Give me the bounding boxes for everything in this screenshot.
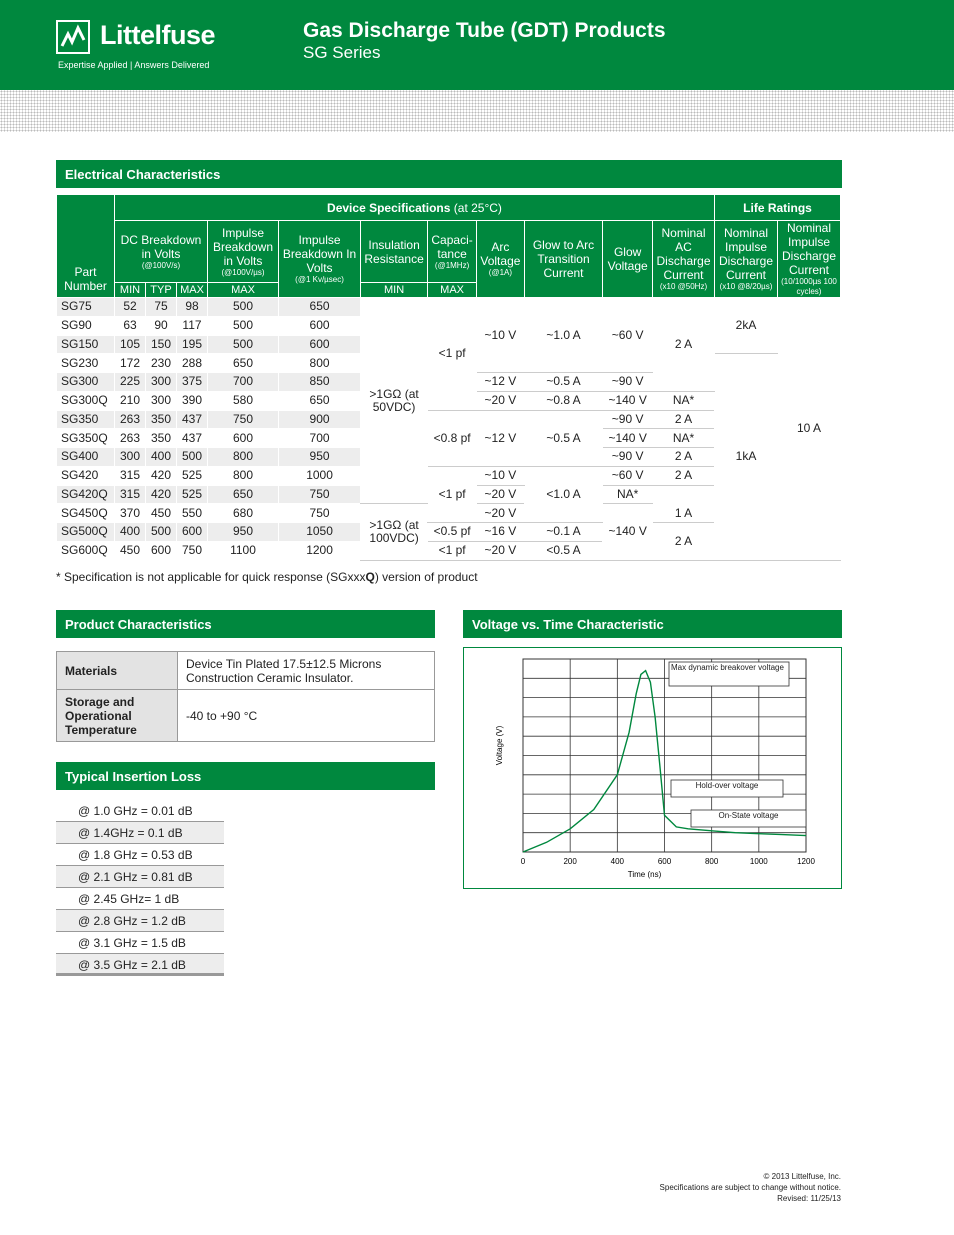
- col-dc-breakdown: [115, 221, 208, 283]
- spec-cell: 850: [279, 373, 361, 392]
- spec-cell: 450: [115, 541, 146, 560]
- part-number-cell: SG500Q: [57, 523, 115, 542]
- spec-cell: 580: [208, 391, 279, 410]
- x-tick-label: 200: [563, 857, 577, 866]
- col-ac-note: (x10 @50Hz): [659, 282, 708, 291]
- footer-copyright: © 2013 Littelfuse, Inc.: [763, 1172, 841, 1181]
- arc-merged-cell: ~12 V: [477, 373, 525, 392]
- spec-cell: 437: [177, 429, 208, 448]
- footnote-bold: Q: [365, 570, 375, 584]
- gat-merged-cell: ~0.5 A: [524, 410, 603, 466]
- y-axis-label: Voltage (V): [495, 725, 504, 766]
- spec-cell: 450: [146, 504, 177, 523]
- spec-cell: 950: [208, 523, 279, 542]
- arc-merged-cell: ~10 V: [477, 466, 525, 485]
- x-axis-label: Time (ns): [627, 870, 662, 879]
- spec-cell: 500: [146, 523, 177, 542]
- part-number-cell: SG300Q: [57, 391, 115, 410]
- spec-cell: 1200: [279, 541, 361, 560]
- part-number-cell: SG420: [57, 466, 115, 485]
- ac-merged-cell: NA*: [653, 391, 715, 410]
- spec-cell: 105: [115, 335, 146, 354]
- part-number-cell: SG450Q: [57, 504, 115, 523]
- insertion-loss-item: @ 1.0 GHz = 0.01 dB: [56, 800, 224, 822]
- ac-merged-cell: 2 A: [653, 523, 715, 561]
- ins-merged-cell: >1GΩ (at 50VDC): [361, 298, 428, 504]
- cap-merged-cell: <0.5 pf: [428, 523, 477, 542]
- annotation: [693, 811, 804, 826]
- spec-cell: 600: [279, 316, 361, 335]
- part-number-cell: SG300: [57, 373, 115, 392]
- ac-merged-cell: 2 A: [653, 410, 715, 429]
- spec-cell: 263: [115, 429, 146, 448]
- col-glow-voltage: Glow Voltage: [603, 221, 653, 298]
- arc-merged-cell: ~20 V: [477, 391, 525, 410]
- footnote-post: ) version of product: [374, 570, 478, 584]
- page-subtitle: SG Series: [303, 43, 381, 62]
- insertion-loss-item: @ 3.5 GHz = 2.1 dB: [56, 954, 224, 976]
- group-life-ratings: Life Ratings: [715, 195, 841, 221]
- spec-cell: 800: [279, 354, 361, 373]
- col-insulation: Insulation Resistance: [361, 221, 428, 283]
- footer-revised: Revised: 11/25/13: [777, 1194, 841, 1203]
- arc-merged-cell: ~10 V: [477, 298, 525, 373]
- annotation: [673, 781, 781, 796]
- page-header: [0, 0, 954, 90]
- littelfuse-logo-icon: [56, 20, 90, 54]
- x-tick-label: 800: [704, 857, 719, 866]
- arc-merged-cell: ~12 V: [477, 410, 525, 466]
- product-characteristics-table: [56, 651, 435, 742]
- col-cap-note: (@1MHz): [434, 260, 470, 270]
- insertion-section-title: Typical Insertion Loss: [56, 762, 435, 790]
- id-merged-cell: 10 A: [778, 298, 841, 561]
- x-tick-label: 0: [520, 857, 526, 866]
- electrical-characteristics-table: [56, 194, 841, 561]
- spec-cell: 600: [208, 429, 279, 448]
- insertion-loss-item: @ 3.1 GHz = 1.5 dB: [56, 932, 224, 954]
- spec-cell: 800: [208, 466, 279, 485]
- spec-cell: 230: [146, 354, 177, 373]
- sub-max: MAX: [428, 283, 477, 298]
- sub-typ: TYP: [146, 283, 177, 298]
- col-dc-label: DC Breakdown in Volts: [120, 232, 202, 261]
- part-number-cell: SG420Q: [57, 485, 115, 504]
- gat-merged-cell: ~0.1 A: [524, 523, 603, 542]
- spec-cell: 650: [279, 298, 361, 317]
- glow-merged-cell: ~140 V: [603, 391, 653, 410]
- part-number-cell: SG400: [57, 448, 115, 467]
- arc-merged-cell: ~16 V: [477, 523, 525, 542]
- spec-cell: 195: [177, 335, 208, 354]
- part-number-cell: SG75: [57, 298, 115, 317]
- part-number-cell: SG350: [57, 410, 115, 429]
- voltage-time-chart: [464, 648, 841, 888]
- spec-cell: 950: [279, 448, 361, 467]
- materials-line1: Device Tin Plated 17.5±12.5 Microns: [186, 656, 382, 671]
- product-section-title: Product Characteristics: [56, 610, 435, 638]
- col-arc-label: Arc Voltage: [480, 240, 521, 268]
- glow-merged-cell: ~140 V: [603, 429, 653, 448]
- page-title: Gas Discharge Tube (GDT) Products: [303, 19, 666, 42]
- part-number-cell: SG150: [57, 335, 115, 354]
- electrical-table-body: [57, 298, 841, 561]
- ac-merged-cell: 2 A: [653, 448, 715, 467]
- footer-notice: Specifications are subject to change without notice.: [659, 1183, 841, 1192]
- spec-cell: 98: [177, 298, 208, 317]
- spec-cell: 525: [177, 485, 208, 504]
- arc-merged-cell: ~20 V: [477, 485, 525, 504]
- spec-cell: 63: [115, 316, 146, 335]
- col-ac-label: Nominal AC Discharge Current: [656, 226, 711, 282]
- spec-cell: 400: [115, 523, 146, 542]
- cap-merged-cell: <0.8 pf: [428, 410, 477, 466]
- spec-cell: 420: [146, 485, 177, 504]
- spec-cell: 650: [208, 485, 279, 504]
- insertion-loss-item: @ 2.1 GHz = 0.81 dB: [56, 866, 224, 888]
- spec-cell: 300: [115, 448, 146, 467]
- ins-merged-cell: >1GΩ (at 100VDC): [361, 504, 428, 560]
- insertion-loss-list: [56, 800, 224, 976]
- spec-cell: 300: [146, 391, 177, 410]
- spec-cell: 263: [115, 410, 146, 429]
- annotation-text: On-State voltage: [718, 811, 779, 820]
- ac-merged-cell: 2 A: [653, 298, 715, 392]
- annotation-text: Max dynamic breakover voltage: [671, 663, 784, 672]
- spec-cell: 117: [177, 316, 208, 335]
- col-impulse-breakdown-1: [208, 221, 279, 283]
- spec-cell: 315: [115, 466, 146, 485]
- col-imp1-note: (@100V/µs): [221, 267, 265, 277]
- col-impulse-breakdown-2: [279, 221, 361, 298]
- insertion-loss-item: @ 1.8 GHz = 0.53 dB: [56, 844, 224, 866]
- electrical-section-title: Electrical Characteristics: [56, 160, 842, 188]
- storage-label: Storage and Operational Temperature: [57, 690, 178, 742]
- spec-cell: 315: [115, 485, 146, 504]
- brand-name: Littelfuse: [100, 20, 216, 50]
- table-row: [57, 298, 841, 317]
- spec-cell: 1100: [208, 541, 279, 560]
- spec-cell: 900: [279, 410, 361, 429]
- sub-min: MIN: [115, 283, 146, 298]
- spec-cell: 680: [208, 504, 279, 523]
- col-arc-note: (@1A): [488, 268, 513, 277]
- page-footer: [660, 1171, 841, 1204]
- group-device-label: Device Specifications: [327, 200, 451, 215]
- insertion-loss-item: @ 2.8 GHz = 1.2 dB: [56, 910, 224, 932]
- sub-max: MAX: [208, 283, 279, 298]
- spec-cell: 288: [177, 354, 208, 373]
- voltage-time-section-title: Voltage vs. Time Characteristic: [463, 610, 842, 638]
- cap-merged-cell: <1 pf: [428, 541, 477, 560]
- col-capacitance: [428, 221, 477, 283]
- x-tick-label: 1000: [749, 857, 768, 866]
- spec-cell: 500: [208, 298, 279, 317]
- gat-merged-cell: <1.0 A: [524, 466, 603, 522]
- spec-cell: 600: [279, 335, 361, 354]
- col-dc-note: (@100V/s): [141, 260, 181, 270]
- decorative-dot-band: [0, 90, 954, 132]
- spec-cell: 750: [279, 504, 361, 523]
- spec-cell: 750: [177, 541, 208, 560]
- cap-merged-cell: <1 pf: [428, 466, 477, 522]
- spec-cell: 225: [115, 373, 146, 392]
- spec-cell: 650: [279, 391, 361, 410]
- spec-cell: 800: [208, 448, 279, 467]
- spec-cell: 1050: [279, 523, 361, 542]
- spec-cell: 500: [208, 335, 279, 354]
- col-ic-label: Nominal Impulse Discharge Current: [718, 226, 774, 282]
- brand-tagline: Expertise Applied | Answers Delivered: [58, 60, 210, 70]
- part-number-cell: SG230: [57, 354, 115, 373]
- spec-cell: 650: [208, 354, 279, 373]
- gat-merged-cell: ~0.8 A: [524, 391, 603, 410]
- spec-cell: 150: [146, 335, 177, 354]
- col-impulse-discharge-8-20: [715, 221, 778, 298]
- spec-cell: 420: [146, 466, 177, 485]
- spec-cell: 500: [208, 316, 279, 335]
- spec-cell: 350: [146, 429, 177, 448]
- glow-merged-cell: ~60 V: [603, 298, 653, 373]
- glow-merged-cell: ~90 V: [603, 448, 653, 467]
- spec-cell: 500: [177, 448, 208, 467]
- ac-merged-cell: 2 A: [653, 466, 715, 485]
- group-device-specifications: [115, 195, 715, 221]
- spec-cell: 375: [177, 373, 208, 392]
- spec-cell: 700: [279, 429, 361, 448]
- col-glow-arc-transition: Glow to Arc Transition Current: [524, 221, 603, 298]
- col-ic-note: (x10 @8/20µs): [719, 282, 773, 291]
- footnote-pre: * Specification is not applicable for quick response (SGxxx: [56, 570, 366, 584]
- glow-merged-cell: ~140 V: [603, 504, 653, 560]
- col-id-label: Nominal Impulse Discharge Current: [781, 221, 837, 277]
- spec-cell: 90: [146, 316, 177, 335]
- sub-min: MIN: [361, 283, 428, 298]
- annotation: [671, 663, 787, 685]
- part-number-cell: SG90: [57, 316, 115, 335]
- materials-label: Materials: [57, 652, 178, 690]
- x-tick-label: 400: [610, 857, 625, 866]
- footnote: [56, 570, 478, 584]
- col-id-note: (10/1000µs 100 cycles): [781, 277, 837, 296]
- x-tick-label: 600: [657, 857, 672, 866]
- ic-merged-cell: 2kA: [715, 298, 778, 354]
- spec-cell: 350: [146, 410, 177, 429]
- spec-cell: 525: [177, 466, 208, 485]
- col-cap-label: Capaci-tance: [431, 232, 473, 261]
- spec-cell: 750: [208, 410, 279, 429]
- spec-cell: 172: [115, 354, 146, 373]
- gat-merged-cell: ~0.5 A: [524, 373, 603, 392]
- cap-merged-cell: <1 pf: [428, 298, 477, 411]
- materials-value: [178, 652, 435, 690]
- glow-merged-cell: ~90 V: [603, 410, 653, 429]
- storage-value: -40 to +90 °C: [178, 690, 435, 742]
- sub-max: MAX: [177, 283, 208, 298]
- arc-merged-cell: ~20 V: [477, 504, 525, 523]
- ac-merged-cell: NA*: [653, 429, 715, 448]
- spec-cell: 370: [115, 504, 146, 523]
- spec-cell: 700: [208, 373, 279, 392]
- gat-merged-cell: <0.5 A: [524, 541, 603, 560]
- col-part-number: Part Number: [57, 195, 115, 298]
- spec-cell: 75: [146, 298, 177, 317]
- ac-merged-cell: 1 A: [653, 504, 715, 523]
- insertion-loss-item: @ 2.45 GHz= 1 dB: [56, 888, 224, 910]
- col-arc-voltage: [477, 221, 525, 298]
- col-imp1-label: Impulse Breakdown in Volts: [212, 225, 274, 268]
- materials-line2: Construction Ceramic Insulator.: [186, 670, 354, 685]
- annotation-text: Hold-over voltage: [695, 781, 759, 790]
- ac-merged-cell: NA*: [603, 485, 653, 504]
- col-ac-discharge: [653, 221, 715, 298]
- group-device-note: (at 25°C): [453, 200, 502, 215]
- part-number-cell: SG600Q: [57, 541, 115, 560]
- spec-cell: 550: [177, 504, 208, 523]
- spec-cell: 750: [279, 485, 361, 504]
- spec-cell: 1000: [279, 466, 361, 485]
- part-number-cell: SG350Q: [57, 429, 115, 448]
- col-impulse-discharge-10-1000: [778, 221, 841, 298]
- spec-cell: 400: [146, 448, 177, 467]
- spec-cell: 210: [115, 391, 146, 410]
- spec-cell: 300: [146, 373, 177, 392]
- glow-merged-cell: ~60 V: [603, 466, 653, 485]
- spec-cell: 390: [177, 391, 208, 410]
- col-imp2-note: (@1 Kv/µsec): [295, 275, 344, 284]
- spec-cell: 437: [177, 410, 208, 429]
- spec-cell: 600: [146, 541, 177, 560]
- insertion-loss-item: @ 1.4GHz = 0.1 dB: [56, 822, 224, 844]
- glow-merged-cell: ~90 V: [603, 373, 653, 392]
- spec-cell: 52: [115, 298, 146, 317]
- arc-merged-cell: ~20 V: [477, 541, 525, 560]
- col-imp2-label: Impulse Breakdown In Volts: [282, 233, 357, 275]
- ic-merged-cell: 1kA: [715, 354, 778, 560]
- gat-merged-cell: ~1.0 A: [524, 298, 603, 373]
- spec-cell: 600: [177, 523, 208, 542]
- voltage-time-chart-frame: [463, 647, 842, 889]
- x-tick-label: 1200: [797, 857, 815, 866]
